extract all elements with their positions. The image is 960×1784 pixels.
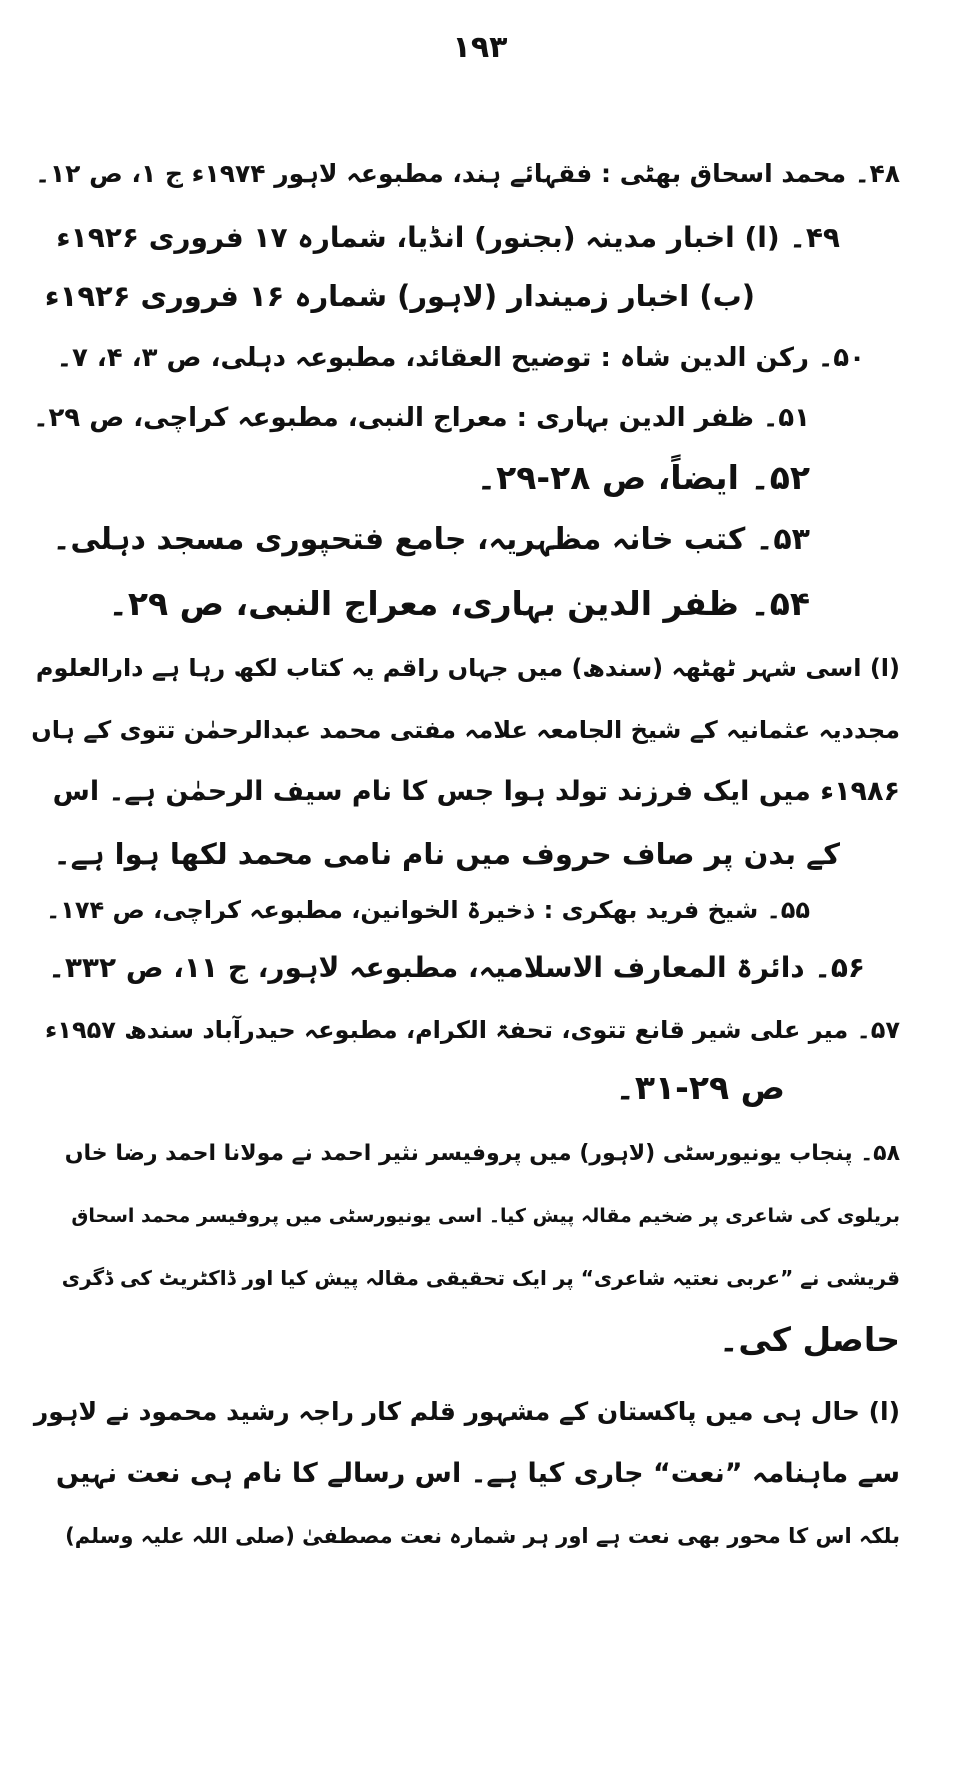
- note-58-subnote-line-2: سے ماہنامہ ”نعت“ جاری کیا ہے۔ اس رسالے کا نام ہی نعت نہیں: [55, 1458, 900, 1489]
- note-57-continued: ص ۲۹-۳۱۔: [615, 1068, 785, 1107]
- note-54-subnote-line-3: ۱۹۸۶ء میں ایک فرزند تولد ہوا جس کا نام سیف الرحمٰن ہے۔ اس: [52, 776, 900, 807]
- page-number: ۱۹۳: [452, 30, 508, 65]
- note-55: ۵۵۔ شیخ فرید بھکری : ذخیرۃ الخوانین، مطبوعہ کراچی، ص ۱۷۴۔: [46, 896, 810, 924]
- note-58-line-3: قریشی نے ”عربی نعتیہ شاعری“ پر ایک تحقیقی مقالہ پیش کیا اور ڈاکٹریٹ کی ڈگری: [61, 1266, 900, 1290]
- note-49-a: ۴۹۔ (ا) اخبار مدینہ (بجنور) انڈیا، شمارہ ۱۷ فروری ۱۹۲۶ء: [56, 221, 840, 254]
- note-53: ۵۳۔ کتب خانہ مظہریہ، جامع فتحپوری مسجد دہلی۔: [52, 522, 810, 557]
- note-58-subnote-line-1: (ا) حال ہی میں پاکستان کے مشہور قلم کار راجہ رشید محمود نے لاہور: [33, 1397, 900, 1426]
- note-58-line-2: بریلوی کی شاعری پر ضخیم مقالہ پیش کیا۔ اسی یونیورسٹی میں پروفیسر محمد اسحاق: [71, 1205, 900, 1227]
- note-54-subnote-line-4: کے بدن پر صاف حروف میں نام نامی محمد لکھا ہوا ہے۔: [53, 837, 840, 871]
- note-52: ۵۲۔ ایضاً، ص ۲۸-۲۹۔: [476, 458, 810, 497]
- note-58-subnote-line-3: بلکہ اس کا محور بھی نعت ہے اور ہر شمارہ نعت مصطفیٰ (صلی اللہ علیہ وسلم): [65, 1524, 900, 1548]
- note-51: ۵۱۔ ظفر الدین بہاری : معراج النبی، مطبوعہ کراچی، ص ۲۹۔: [33, 403, 810, 433]
- note-50: ۵۰۔ رکن الدین شاہ : توضیح العقائد، مطبوعہ دہلی، ص ۳، ۴، ۷۔: [56, 343, 865, 373]
- note-58-line-1: ۵۸۔ پنجاب یونیورسٹی (لاہور) میں پروفیسر نثیر احمد نے مولانا احمد رضا خاں: [64, 1141, 900, 1166]
- note-58-line-4: حاصل کی۔: [719, 1320, 900, 1359]
- note-54: ۵۴۔ ظفر الدین بہاری، معراج النبی، ص ۲۹۔: [108, 584, 810, 623]
- note-54-subnote-line-1: (ا) اسی شہر ٹھٹھہ (سندھ) میں جہاں راقم یہ کتاب لکھ رہا ہے دارالعلوم: [35, 654, 900, 682]
- note-48: ۴۸۔ محمد اسحاق بھٹی : فقہائے ہند، مطبوعہ لاہور ۱۹۷۴ء ج ۱، ص ۱۲۔: [35, 159, 900, 188]
- note-56: ۵۶۔ دائرۃ المعارف الاسلامیہ، مطبوعہ لاہور، ج ۱۱، ص ۳۳۲۔: [48, 951, 865, 984]
- note-57: ۵۷۔ میر علی شیر قانع تتوی، تحفۃ الکرام، مطبوعہ حیدرآباد سندھ ۱۹۵۷ء: [45, 1016, 900, 1044]
- note-49-b: (ب) اخبار زمیندار (لاہور) شمارہ ۱۶ فروری ۱۹۲۶ء: [44, 279, 755, 313]
- note-54-subnote-line-2: مجددیہ عثمانیہ کے شیخ الجامعہ علامہ مفتی محمد عبدالرحمٰن تتوی کے ہاں: [31, 716, 900, 744]
